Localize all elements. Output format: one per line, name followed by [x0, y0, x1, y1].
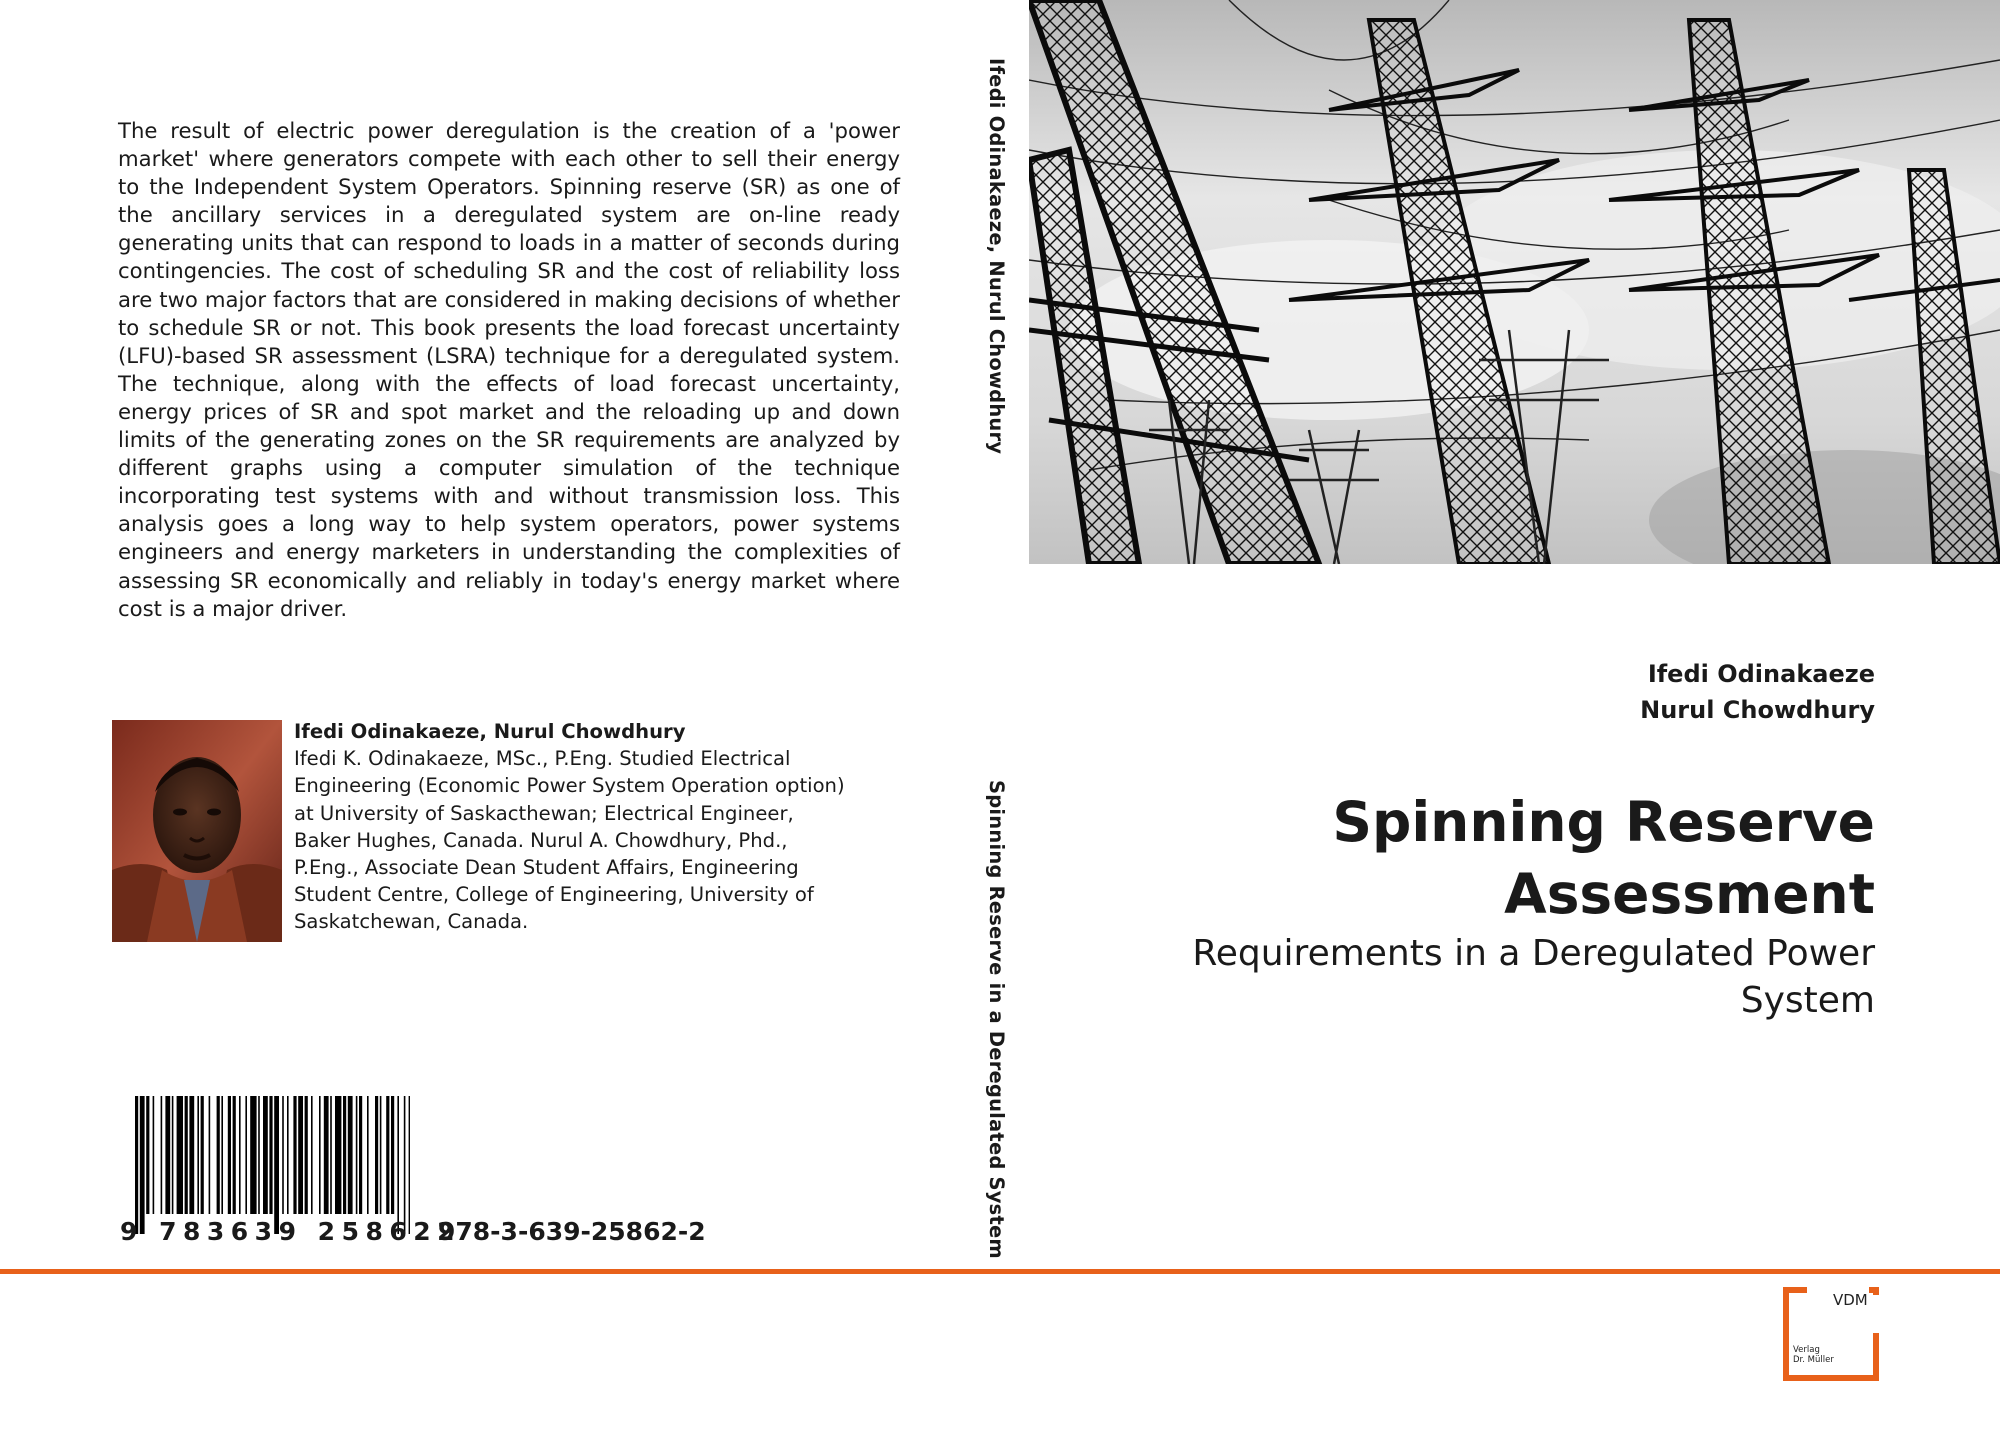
publisher-name	[1793, 1345, 1873, 1365]
publisher-brand: VDM	[1833, 1291, 1868, 1309]
front-authors	[1640, 656, 1875, 728]
front-author-2: Nurul Chowdhury	[1640, 696, 1875, 724]
book-title: Spinning Reserve Assessment	[1332, 790, 1875, 926]
author-bio-heading: Ifedi Odinakaeze, Nurul Chowdhury	[294, 720, 686, 743]
publisher-line-1: Verlag	[1793, 1345, 1820, 1355]
front-author-1: Ifedi Odinakaeze	[1647, 660, 1875, 688]
author-photo	[112, 720, 282, 942]
isbn-barcode	[135, 1096, 410, 1234]
book-subtitle: Requirements in a Deregulated Power System	[1192, 933, 1875, 1021]
orange-divider-rule	[0, 1269, 2000, 1274]
spine-title: Spinning Reserve in a Deregulated System	[985, 780, 1008, 1259]
publisher-line-2: Dr. Müller	[1793, 1355, 1834, 1365]
author-bio-text: Ifedi K. Odinakaeze, MSc., P.Eng. Studied Electrical Engineering (Economic Power System Operation option) at University of Saskacthewan; Electrical Engineer, Baker Hughes, Canada. Nurul A. Chowdhury, Phd., P.Eng., Associate Dean Student Affairs, Engineering Student Centre, College of Engineering, University of Saskatchewan, Canada.	[294, 747, 845, 934]
back-cover-blurb: The result of electric power deregulation is the creation of a 'power market' where generators compete with each other to sell their energy to the Independent System Operators. Spinning reserve (SR) as one of the ancillary services in a deregulated system are on-line ready generating units that can respond to loads in a matter of seconds during contingencies. The cost of scheduling SR and the cost of reliability loss are two major factors that are considered in making decisions of whether to schedule SR or not. This book presents the load forecast uncertainty (LFU)-based SR assessment (LSRA) technique for a deregulated system. The technique, along with the effects of load forecast uncertainty, energy prices of SR and spot market and the reloading up and down limits of the generating zones on the SR requirements are analyzed by different graphs using a computer simulation of the technique incorporating test systems with and without transmission loss. This analysis goes a long way to help system operators, power systems engineers and energy marketers in understanding the complexities of assessing SR economically and reliably in today's energy market where cost is a major driver.	[118, 118, 900, 621]
author-bio-block	[294, 718, 854, 936]
barcode-digits: 9 783639 258622	[120, 1217, 462, 1246]
publisher-logo	[1783, 1287, 1879, 1381]
isbn-number: 978-3-639-25862-2	[438, 1217, 706, 1246]
spine-authors: Ifedi Odinakaeze, Nurul Chowdhury	[985, 58, 1008, 455]
cover-photo-power-towers	[1029, 0, 2000, 564]
